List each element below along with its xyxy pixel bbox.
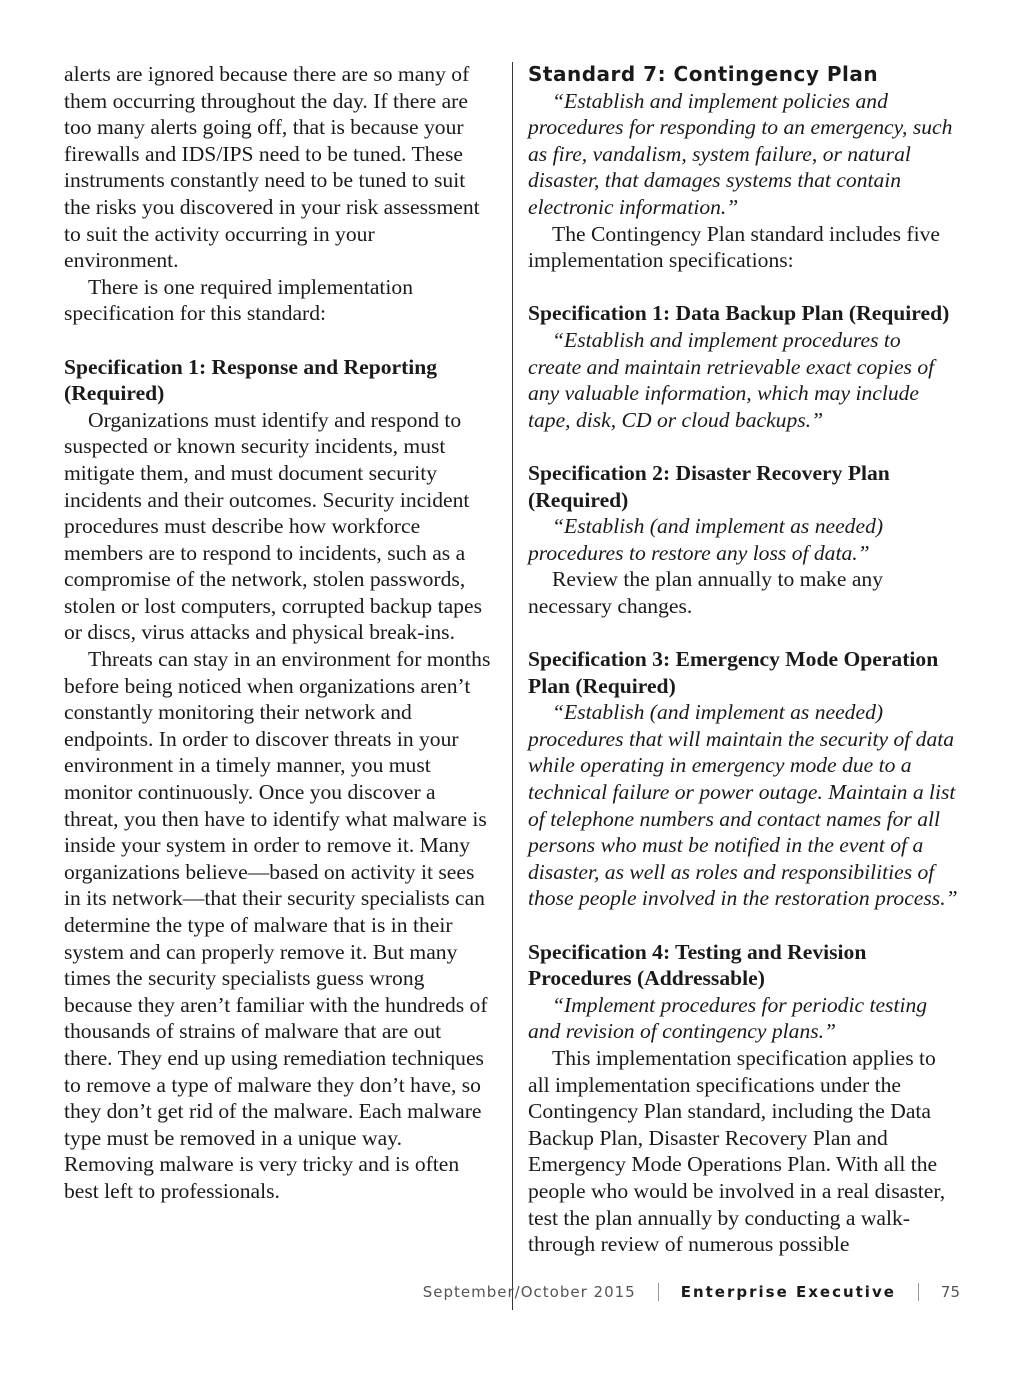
body-paragraph: There is one required implementation specification for this standard: <box>64 274 413 326</box>
body-paragraph: The Contingency Plan standard includes five implementation specifications: <box>528 221 940 273</box>
body-paragraph: alerts are ignored because there are so many of them occurring throughout the day. If there are too many alerts going off, that is because your firewalls and IDS/IPS need to be tuned. These instruments constantly need to be tuned to suit the risks you discovered in your risk assessment to suit the activity occurring in your environment. <box>64 62 480 273</box>
column-divider <box>512 62 513 1310</box>
specification-heading: Specification 1: Response and Reporting (Required) <box>64 354 438 406</box>
specification-quote: “Establish (and implement as needed) procedures that will maintain the security of data while operating in emergency mode due to a technical failure or power outage. Maintain a list of telephone numbers and contact names for all persons who must be notified in the event of a disaster, as well as roles and responsibilities of those people involved in the restoration process.” <box>528 700 958 911</box>
specification-quote: “Establish (and implement as needed) procedures to restore any loss of data.” <box>528 514 884 565</box>
specification-heading: Specification 3: Emergency Mode Operation Plan (Required) <box>528 647 939 698</box>
standard-heading: Standard 7: Contingency Plan <box>528 62 879 86</box>
issue-date: September/October 2015 <box>422 1283 636 1301</box>
page-footer <box>423 1278 960 1306</box>
right-column <box>528 61 958 1258</box>
footer-separator <box>918 1283 919 1301</box>
left-column <box>64 61 494 1205</box>
body-paragraph: Review the plan annually to make any necessary changes. <box>528 567 884 618</box>
footer-separator <box>658 1283 659 1301</box>
body-paragraph: Threats can stay in an environment for months before being noticed when organizations aren’t constantly monitoring their network and endpoints. In order to discover threats in your environment in a timely manner, you must monitor continuously. Once you discover a threat, you then have to identify what malware is inside your system in order to remove it. Many organizations believe—based on activity it sees in its network—that their security specialists can determine the type of malware that is in their system and can properly remove it. But many times the security specialists guess wrong because they aren’t familiar with the hundreds of thousands of strains of malware that are out there. They end up using remediation techniques to remove a type of malware they don’t have, so they don’t get rid of the malware. Each malware type must be removed in a unique way. Removing malware is very tricky and is often best left to professionals. <box>64 647 491 1203</box>
page-number: 75 <box>940 1283 960 1301</box>
body-paragraph: Organizations must identify and respond to suspected or known security incidents, must mitigate them, and must document security incidents and their outcomes. Security incident procedures must describe how workforce members are to respond to incidents, such as a compromise of the network, stolen passwords, stolen or lost computers, corrupted backup tapes or discs, virus attacks and physical break-ins. <box>64 407 482 645</box>
standard-quote: “Establish and implement policies and procedures for responding to an emergency, such as fire, vandalism, system failure, or natural disaster, that damages systems that contain electronic information.” <box>528 88 953 219</box>
specification-quote: “Establish and implement procedures to create and maintain retrievable exact copies of any valuable information, which may include tape, disk, CD or cloud backups.” <box>528 327 935 432</box>
body-paragraph: This implementation specification applies to all implementation specifications under the Contingency Plan standard, including the Data Backup Plan, Disaster Recovery Plan and Emergency Mode Operations Plan. With all the people who would be involved in a real disaster, test the plan annually by conducting a walk-through review of numerous possible <box>528 1045 946 1257</box>
specification-heading: Specification 1: Data Backup Plan (Required) <box>528 301 950 326</box>
magazine-title: Enterprise Executive <box>680 1283 896 1301</box>
specification-heading: Specification 4: Testing and Revision Procedures (Addressable) <box>528 939 867 991</box>
specification-quote: “Implement procedures for periodic testing and revision of contingency plans.” <box>528 992 928 1044</box>
specification-heading: Specification 2: Disaster Recovery Plan (Required) <box>528 460 890 512</box>
